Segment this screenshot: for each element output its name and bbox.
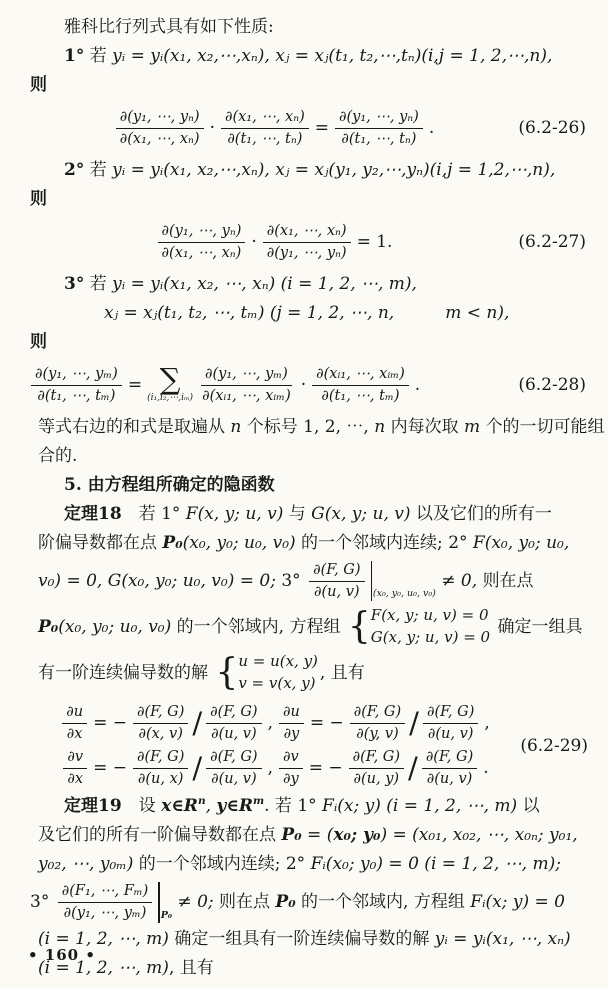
fraction-denominator: ∂(y₁, ⋯, yₙ) <box>266 244 347 261</box>
text-segment: 2° <box>64 160 85 180</box>
multiplication-dot: · <box>300 375 307 395</box>
equals-sign: = <box>314 118 330 138</box>
text-segment: F(x, y; u, v) <box>185 504 284 524</box>
equation-number: (6.2-26) <box>518 118 586 138</box>
text-segment: , <box>205 796 217 817</box>
text-segment: 由方程组所确定的隐函数 <box>81 475 275 495</box>
text-segment: n <box>230 417 242 437</box>
period: . <box>414 375 421 395</box>
text-segment: 确定一组具 <box>492 616 583 637</box>
text-segment: P₀ <box>162 533 183 553</box>
solution-system <box>215 651 318 695</box>
theorem-18-line-3 <box>38 558 588 604</box>
fraction-numerator: ∂(x₁, ⋯, xₙ) <box>221 108 309 129</box>
text-segment: n <box>374 417 386 437</box>
then-text: 则 <box>30 75 47 95</box>
equation-6-2-29 <box>38 703 588 788</box>
equation-6-2-28 <box>28 360 588 410</box>
text-segment: 则在点 <box>219 891 276 912</box>
note-line-1 <box>38 413 605 442</box>
text-segment: yᵢ = yᵢ(x₁, x₂, ⋯, xₙ) (i = 1, 2, ⋯, m), <box>112 274 417 294</box>
fraction-denominator: ∂(x₁, ⋯, xₙ) <box>161 244 242 261</box>
text-segment: n <box>197 795 206 808</box>
text-segment: 的一个邻域内, 方程组 <box>171 616 346 637</box>
text-segment: y₀₂, ⋯, y₀ₘ) <box>38 854 134 875</box>
jacobian-evaluated-at-point <box>55 882 172 923</box>
fraction <box>31 365 122 406</box>
text-segment: 5. <box>64 475 82 495</box>
text-segment: x∈R <box>161 796 198 817</box>
summation-limits: (i₁,i₂,⋯,iₘ) <box>147 392 194 403</box>
text-segment: 确定一组具有一阶连续偏导数的解 <box>168 929 435 950</box>
jacobian-evaluated-at-point <box>306 561 436 602</box>
text-segment: 若 <box>84 274 113 294</box>
text-segment: Fᵢ(x; y) (i = 1, 2, ⋯, m) <box>322 796 518 817</box>
equals-one: = 1. <box>356 232 393 252</box>
text-segment: 合的. <box>38 446 78 466</box>
text-segment: 阶偏导数都在点 <box>38 533 163 553</box>
text-segment: (i = 1, 2, ⋯, m); <box>418 854 561 875</box>
text-segment: 与 <box>283 504 312 524</box>
evaluation-point: P₀ <box>160 909 173 921</box>
theorem-18-line-5 <box>38 650 588 696</box>
text-segment: 设 <box>121 796 162 817</box>
property-3-line-1 <box>38 270 588 299</box>
text-segment: yᵢ = yᵢ(x₁, x₂,⋯,xₙ), xⱼ = xⱼ(y₁, y₂,⋯,yₙ)(i,j = 1,2,⋯,n), <box>112 160 556 180</box>
text-segment: . 若 1° <box>264 796 323 817</box>
theorem-19-line-6 <box>38 954 588 983</box>
fraction <box>58 882 153 923</box>
evaluation-point: (x₀, y₀, u₀, v₀) <box>372 588 436 600</box>
fraction <box>221 108 309 149</box>
then-label-3 <box>30 328 588 357</box>
fraction-numerator: ∂(xᵢ₁, ⋯, xᵢₘ) <box>312 365 409 386</box>
fraction <box>263 222 351 263</box>
equation-system <box>348 605 490 649</box>
equation-row-u: $\frac{\partial u}{\partial x}$ = − $\frac{\partial(F, G)}{\partial(x, v)}$ / $\frac{\partial(F, G)}{\partial(u, v)}$ , $\frac{\partial u}{\partial y}$ = − $\frac{\partial(F, G)}{\partial(y, v)}$ / $\frac{\partial(F, G)}{\partial(u, v)}$ , <box>38 703 514 744</box>
text-segment: (i = 1, 2, ⋯, m) <box>38 958 169 979</box>
property-1-line <box>38 42 588 71</box>
theorem-19-line-2 <box>38 821 588 850</box>
text-segment: , 且有 <box>319 662 365 683</box>
theorem-18-line-2 <box>38 529 588 558</box>
section-heading <box>38 471 588 500</box>
then-text: 则 <box>30 189 47 209</box>
fraction-numerator: ∂(y₁, ⋯, yₙ) <box>158 222 246 243</box>
property-3-line-2 <box>38 299 588 328</box>
text-segment: 的一个邻域内连续; 2° <box>133 854 311 875</box>
fraction-numerator: ∂(y₁, ⋯, yₘ) <box>201 365 292 386</box>
fraction-denominator: ∂(u, v) <box>314 583 360 600</box>
property-2-line <box>38 156 588 185</box>
text-segment: (x₀, y₀; u₀, v₀) <box>182 533 296 553</box>
text-segment: 则在点 <box>482 570 534 591</box>
equals-sign: = <box>127 375 143 395</box>
fraction-numerator: ∂(F₁, ⋯, Fₘ) <box>58 882 153 903</box>
equation-number: (6.2-29) <box>520 735 588 756</box>
text-segment: 若 <box>84 46 113 66</box>
text-segment: v₀) = 0, <box>38 570 108 591</box>
text-segment: y∈R <box>216 796 253 817</box>
text-segment: 的一个邻域内, 方程组 <box>295 891 471 912</box>
text-segment <box>394 299 445 328</box>
evaluation-bar <box>371 561 372 602</box>
fraction-numerator: ∂(x₁, ⋯, xₙ) <box>263 222 351 243</box>
left-brace: { <box>347 605 371 647</box>
equation-6-2-26 <box>38 103 588 153</box>
text-segment: 个标号 1, 2, ⋯, <box>241 417 375 437</box>
theorem-19-line-4 <box>30 879 588 925</box>
fraction-numerator: ∂(y₁, ⋯, yₙ) <box>335 108 423 129</box>
text-segment: (i = 1, 2, ⋯, m) <box>38 929 169 950</box>
text-segment: ≠ 0, <box>435 570 483 591</box>
fraction <box>312 365 409 406</box>
text-segment: G(x₀, y₀; u₀, v₀) = 0; <box>107 570 282 591</box>
text-segment: , 且有 <box>168 958 214 979</box>
equation-number: (6.2-27) <box>518 232 586 252</box>
fraction <box>198 365 295 406</box>
fraction-denominator: ∂(t₁, ⋯, tₙ) <box>341 130 417 147</box>
division-slash: / <box>409 705 419 740</box>
text-segment: 3° <box>281 570 307 591</box>
text-segment: 以 <box>517 796 540 817</box>
text-segment: 若 <box>84 160 113 180</box>
fraction-numerator: ∂(y₁, ⋯, yₘ) <box>31 365 122 386</box>
theorem-19-line-5 <box>38 925 588 954</box>
text-segment: m <box>464 417 481 437</box>
text-segment: ≠ 0; <box>172 891 220 912</box>
text-segment: Fᵢ(x; y) = 0 <box>470 891 565 912</box>
text-segment: P₀ <box>275 891 296 912</box>
text-segment: 雅科比行列式具有如下性质: <box>64 17 274 37</box>
text-segment: 定理18 <box>64 504 122 524</box>
text-segment: G(x, y; u, v) <box>311 504 411 524</box>
text-segment: x₀; y₀ <box>333 825 381 846</box>
text-segment: F(x₀, y₀; u₀, <box>472 533 570 553</box>
text-segment: 及它们的所有一阶偏导数都在点 <box>38 825 282 846</box>
solution-equation-2: v = v(x, y) <box>238 674 316 692</box>
fraction-denominator: ∂(xᵢ₁, ⋯, xᵢₘ) <box>202 387 291 404</box>
text-segment: P₀ <box>281 825 302 846</box>
fraction <box>335 108 423 149</box>
multiplication-dot: · <box>251 232 257 252</box>
evaluation-bar <box>158 882 159 923</box>
system-equation-1: F(x, y; u, v) = 0 <box>370 606 489 625</box>
text-segment: m < n), <box>445 303 510 323</box>
equation-number: (6.2-28) <box>518 375 586 395</box>
text-segment: (x₀, y₀; u₀, v₀) <box>58 616 172 637</box>
theorem-19-line-1 <box>38 792 588 821</box>
text-segment: yᵢ = yᵢ(x₁, ⋯, xₙ) <box>434 929 571 950</box>
text-segment: Fᵢ(x₀; y₀) = 0 <box>310 854 419 875</box>
fraction-denominator: ∂(y₁, ⋯, yₘ) <box>63 904 147 921</box>
solution-equation-1: u = u(x, y) <box>238 652 318 671</box>
fraction-denominator: ∂(x₁, ⋯, xₙ) <box>119 130 200 147</box>
period: . <box>428 118 435 138</box>
text-segment: 3° <box>64 274 85 294</box>
summation <box>147 362 194 403</box>
text-segment: 3° <box>30 891 55 912</box>
fraction <box>309 561 364 602</box>
system-equation-2: G(x, y; u, v) = 0 <box>370 628 491 646</box>
text-segment: xⱼ = xⱼ(t₁, t₂, ⋯, tₘ) (j = 1, 2, ⋯, n, <box>104 303 395 323</box>
fraction-numerator: ∂(y₁, ⋯, yₙ) <box>116 108 204 129</box>
fraction-denominator: ∂(t₁, ⋯, tₘ) <box>37 387 116 404</box>
text-segment: 定理19 <box>64 796 122 817</box>
fraction-numerator: ∂(F, G) <box>309 561 364 582</box>
theorem-18-line-1 <box>38 500 588 529</box>
text-segment: 等式右边的和式是取遍从 <box>38 417 231 437</box>
theorem-19-line-3 <box>38 850 588 879</box>
text-segment: 以及它们的所有一 <box>410 504 552 524</box>
fraction <box>116 108 204 149</box>
text-segment: ) = (x₀₁, x₀₂, ⋯, x₀ₙ; y₀₁, <box>380 825 578 846</box>
division-slash: / <box>408 750 418 785</box>
division-slash: / <box>192 705 203 740</box>
page-number: • 160 • <box>28 946 96 964</box>
theorem-18-line-4 <box>38 604 588 650</box>
fraction <box>158 222 246 263</box>
text-segment: = ( <box>301 825 334 846</box>
then-text: 则 <box>30 332 47 352</box>
then-label-2 <box>30 185 588 214</box>
text-segment: 若 1° <box>121 504 186 524</box>
multiplication-dot: · <box>209 118 215 138</box>
fraction-denominator: ∂(t₁, ⋯, tₙ) <box>227 130 303 147</box>
text-segment: 1° <box>64 46 85 66</box>
text-segment: 的一个邻域内连续; 2° <box>295 533 473 553</box>
equation-6-2-27 <box>38 217 588 267</box>
fraction-denominator: ∂(t₁, ⋯, tₘ) <box>321 387 400 404</box>
text-segment: m <box>252 795 265 808</box>
left-brace: { <box>215 651 239 693</box>
equation-row-v: $\frac{\partial v}{\partial x}$ = − $\frac{\partial(F, G)}{\partial(u, x)}$ / $\frac{\partial(F, G)}{\partial(u, v)}$ , $\frac{\partial v}{\partial y}$ = − $\frac{\partial(F, G)}{\partial(u, y)}$ / $\frac{\partial(F, G)}{\partial(u, v)}$ . <box>38 748 514 789</box>
note-line-2 <box>38 442 588 471</box>
jacobian-properties-intro <box>38 13 588 42</box>
division-slash: / <box>192 750 203 785</box>
text-segment: 内每次取 <box>385 417 464 437</box>
text-segment: P₀ <box>38 616 59 637</box>
sigma-symbol: ∑ <box>159 362 181 397</box>
text-segment: 个的一切可能组 <box>480 417 605 437</box>
text-segment: yᵢ = yᵢ(x₁, x₂,⋯,xₙ), xⱼ = xⱼ(t₁, t₂,⋯,tₙ)(i,j = 1, 2,⋯,n), <box>112 46 553 66</box>
text-segment: 有一阶连续偏导数的解 <box>38 662 214 683</box>
then-label-1 <box>30 71 588 100</box>
